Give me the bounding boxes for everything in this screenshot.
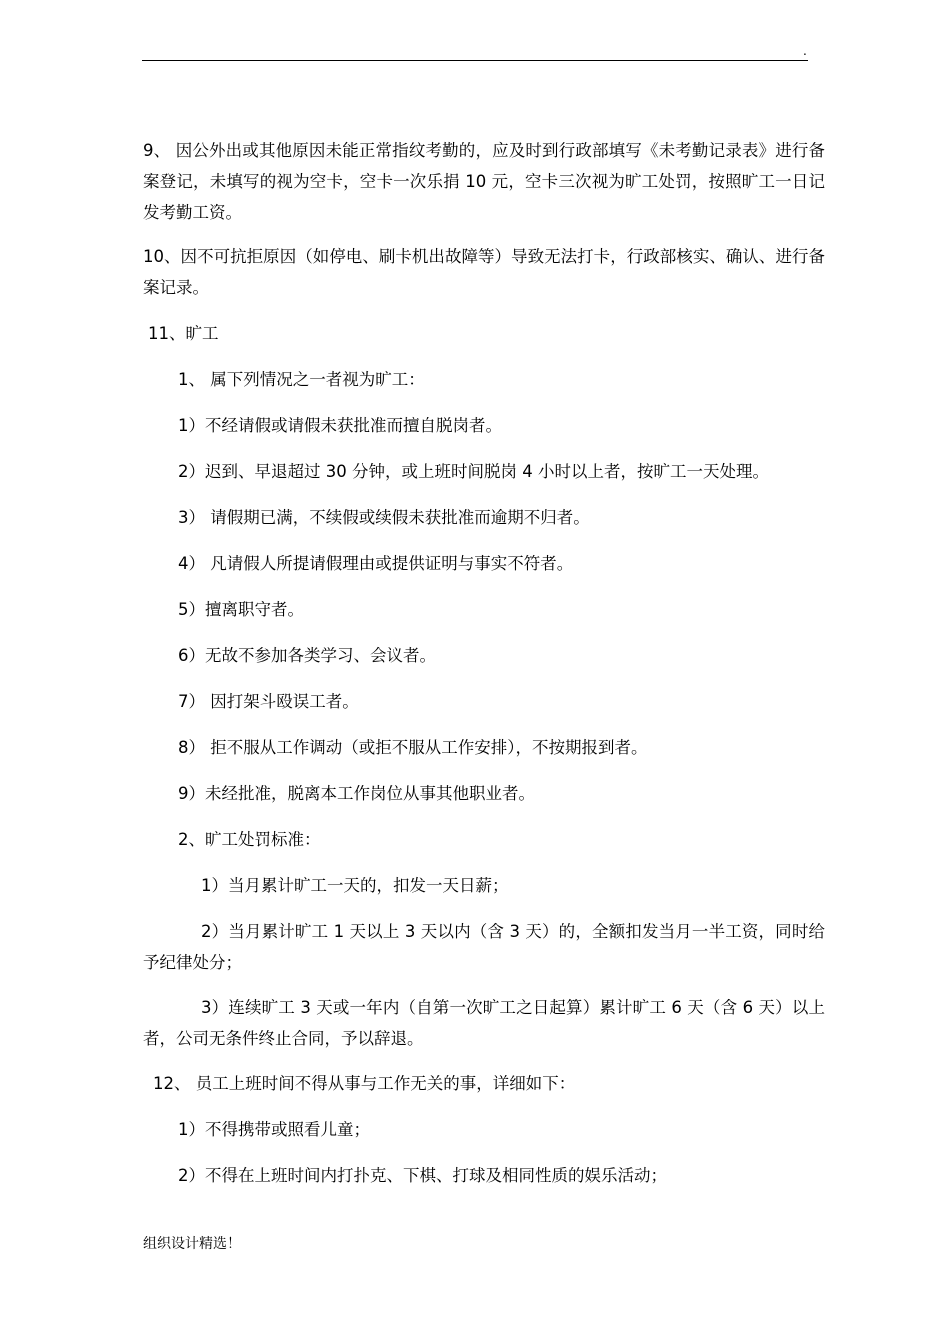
list-item: 8） 拒不服从工作调动（或拒不服从工作安排），不按期报到者。 [178,738,648,757]
penalty-item: 2）当月累计旷工 1 天以上 3 天以内（含 3 天）的，全额扣发当月一半工资，同时给予纪律处分； [143,922,825,972]
item-11-heading: 11、旷工 [148,324,219,343]
penalty-item: 1）当月累计旷工一天的，扣发一天日薪； [201,876,509,895]
subsection-2-heading: 2、旷工处罚标准： [178,830,321,849]
penalty-item: 3）连续旷工 3 天或一年内（自第一次旷工之日起算）累计旷工 6 天（含 6 天）以上者，公司无条件终止合同，予以辞退。 [143,998,825,1048]
list-item: 5）擅离职守者。 [178,600,304,619]
list-item: 1）不得携带或照看儿童； [178,1120,370,1139]
subsection-1-heading: 1、 属下列情况之一者视为旷工： [178,370,425,389]
list-item: 9）未经批准，脱离本工作岗位从事其他职业者。 [178,784,535,803]
list-item: 1）不经请假或请假未获批准而擅自脱岗者。 [178,416,502,435]
item-10: 10、因不可抗拒原因（如停电、刷卡机出故障等）导致无法打卡，行政部核实、确认、进行备案记录。 [143,247,825,297]
header-rule [142,60,808,61]
list-item: 7） 因打架斗殴误工者。 [178,692,359,711]
header-mark: . [803,44,807,58]
item-12-heading: 12、 员工上班时间不得从事与工作无关的事，详细如下： [153,1074,576,1093]
list-item: 6）无故不参加各类学习、会议者。 [178,646,436,665]
list-item: 2）不得在上班时间内打扑克、下棋、打球及相同性质的娱乐活动； [178,1166,667,1185]
item-9: 9、 因公外出或其他原因未能正常指纹考勤的，应及时到行政部填写《未考勤记录表》进行备案登记，未填写的视为空卡，空卡一次乐捐 10 元，空卡三次视为旷工处罚，按照旷工一日记发考勤工资。 [143,141,825,222]
footer-text: 组织设计精选！ [143,1236,241,1252]
list-item: 2）迟到、早退超过 30 分钟，或上班时间脱岗 4 小时以上者，按旷工一天处理。 [178,462,769,481]
list-item: 3） 请假期已满，不续假或续假未获批准而逾期不归者。 [178,508,590,527]
list-item: 4） 凡请假人所提请假理由或提供证明与事实不符者。 [178,554,574,573]
